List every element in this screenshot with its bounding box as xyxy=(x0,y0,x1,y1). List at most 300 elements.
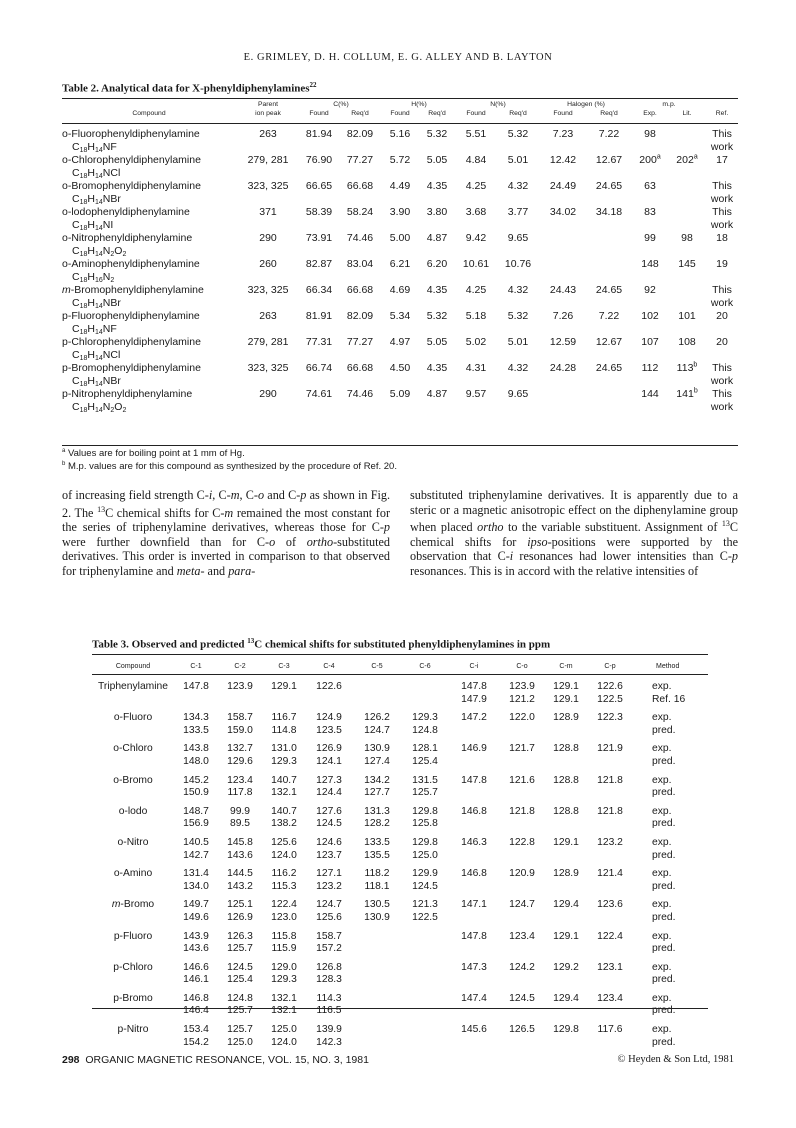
table3-shift-value: 124.0 xyxy=(271,1036,297,1048)
table3-row xyxy=(92,925,708,944)
table2-h-reqd: 5.05 xyxy=(426,154,448,166)
page-footer-left xyxy=(62,1054,369,1066)
table3-header-cell: Compound xyxy=(115,663,151,670)
table2-compound-name: p-Nitrophenyldiphenylamine xyxy=(62,388,193,400)
table2-n-reqd: 5.01 xyxy=(507,336,529,348)
table2-row-continuation xyxy=(62,401,738,414)
table2-h-found: 4.50 xyxy=(389,362,411,374)
body-paragraph-left: of increasing field strength C-i, C-m, C-o and C-p as shown in Fig. 2. The $^{13}$C chemical shifts for C-m remained the most constant for the series of triphenylamine derivatives, whereas those for C-p were further downfield than for C-o of ortho-substituted derivatives. This order is inverted in comparison to that observed for triphenylamine and meta- and para- xyxy=(62,488,391,579)
table3-shift-value: 121.6 xyxy=(509,774,535,786)
table3-shift-value: 139.9 xyxy=(316,1024,342,1036)
table2-ion-peak: 371 xyxy=(259,206,277,218)
table3-shift-value: 125.8 xyxy=(412,818,438,830)
table2-h-found: 3.90 xyxy=(389,206,411,218)
table3-shift-value: 129.3 xyxy=(271,974,297,986)
table3-shift-value: 143.9 xyxy=(183,930,209,942)
table3-shift-value: 121.7 xyxy=(509,743,535,755)
table2-c-found: 66.74 xyxy=(305,362,333,374)
table3-header-cell: C-i xyxy=(469,663,479,670)
table3-shift-value: 127.1 xyxy=(316,868,342,880)
table2-ion-peak: 323, 325 xyxy=(247,284,289,296)
table2-h-found: 4.49 xyxy=(389,180,411,192)
table3-shift-value: 146.1 xyxy=(183,974,209,986)
table3-shift-value: 129.1 xyxy=(553,693,579,705)
table2-row-continuation xyxy=(62,375,738,388)
table3-shift-value xyxy=(500,787,544,800)
table3-compound-name: o-Chloro xyxy=(113,743,153,755)
table2-h-found: 6.21 xyxy=(389,258,411,270)
table2-footnote-a xyxy=(62,448,245,459)
table3-shift-value: 122.6 xyxy=(316,681,342,692)
table2-mp-exp: 200$^a$ xyxy=(639,153,661,166)
table3-method: exp. xyxy=(652,712,672,724)
table3-shift-value xyxy=(500,1037,544,1050)
table3-shift-value xyxy=(402,956,448,975)
table3-shift-value xyxy=(402,974,448,987)
table3-bottom-rule xyxy=(92,1008,708,1009)
table3-shift-value: 129.1 xyxy=(553,930,579,942)
table2-row-continuation xyxy=(62,141,738,154)
table2-compound-name: o-Aminophenyldiphenylamine xyxy=(62,258,200,270)
table3-shift-value: 147.1 xyxy=(461,899,487,911)
table3-shift-value: 129.8 xyxy=(553,1024,579,1036)
table2-bottom-rule xyxy=(62,445,738,446)
table3-shift-value: 126.8 xyxy=(316,961,342,973)
table3-shift-value: 129.6 xyxy=(227,755,253,767)
table2-c-reqd-header: Req'd xyxy=(351,109,369,117)
table3-shift-value xyxy=(588,1037,632,1050)
table3-method: exp. xyxy=(652,774,672,786)
table3-shift-value: 117.8 xyxy=(227,787,253,799)
table2-molecular-formula: $C_{18}H_{14}N_2O_2$ xyxy=(72,245,127,258)
table3-shift-value: 131.4 xyxy=(183,868,209,880)
table2-row-continuation xyxy=(62,349,738,362)
table2-ion-peak: 290 xyxy=(259,388,277,400)
table2-c-reqd: 66.68 xyxy=(346,284,374,296)
table2-h-reqd-header: Req'd xyxy=(428,109,446,117)
table2-n-found: 5.51 xyxy=(465,128,487,140)
table3-shift-value: 125.1 xyxy=(227,899,253,911)
table3-method: pred. xyxy=(652,755,676,767)
table2-row xyxy=(62,362,738,375)
table3-shift-value xyxy=(588,912,632,925)
table2-n-reqd: 5.32 xyxy=(507,310,529,322)
table3 xyxy=(92,662,708,1049)
table3-shift-value xyxy=(544,725,588,738)
table2-c-found: 74.61 xyxy=(305,388,333,400)
table3-shift-value: 129.2 xyxy=(553,961,579,973)
table3-row-predicted xyxy=(92,787,708,800)
table3-shift-value: 123.0 xyxy=(271,911,297,923)
table2-halogen-reqd xyxy=(586,232,632,245)
table3-row xyxy=(92,956,708,975)
table2-c-reqd: 66.68 xyxy=(346,362,374,374)
table3-shift-value: 123.2 xyxy=(316,880,342,892)
table3-shift-value: 124.9 xyxy=(316,712,342,724)
table3-shift-value: 147.8 xyxy=(461,930,487,942)
table3-shift-value xyxy=(588,756,632,769)
table3-shift-value: 125.0 xyxy=(271,1024,297,1036)
table3-shift-value: 147.4 xyxy=(461,992,487,1004)
table3-method: pred. xyxy=(652,724,676,736)
table3-shift-value: 121.8 xyxy=(509,805,535,817)
table2-c-reqd: 66.68 xyxy=(346,180,374,192)
table2-n-reqd: 4.32 xyxy=(507,362,529,374)
table3-shift-value: 154.2 xyxy=(183,1036,209,1048)
table3-method: exp. xyxy=(652,930,672,942)
table3-compound-name: p-Fluoro xyxy=(113,930,153,942)
table3-compound-name: p-Bromo xyxy=(113,992,153,1004)
table2-ref: This xyxy=(712,206,732,218)
table2-molecular-formula: $C_{18}H_{14}NCl$ xyxy=(72,167,121,180)
page-number: 298 xyxy=(62,1054,80,1066)
table3-method: pred. xyxy=(652,818,676,830)
table2-row xyxy=(62,232,738,245)
table3-shift-value: 129.3 xyxy=(412,712,438,724)
table3-compound-name: o-Bromo xyxy=(113,774,153,786)
table3-shift-value: 128.9 xyxy=(553,712,579,724)
table3-shift-value: 122.0 xyxy=(509,712,535,724)
table3-row-predicted xyxy=(92,881,708,894)
table3-shift-value: 123.9 xyxy=(509,681,535,692)
table2-halogen-reqd xyxy=(586,258,632,271)
table2-mp-lit xyxy=(668,128,706,141)
table2-h-reqd: 5.32 xyxy=(426,310,448,322)
table3-row xyxy=(92,800,708,819)
table2-mp-exp: 92 xyxy=(644,284,656,296)
table3-shift-value: 147.8 xyxy=(461,681,487,692)
table2-molecular-formula: $C_{18}H_{14}N_2O_2$ xyxy=(72,401,127,414)
table2-compound-name: p-Chlorophenyldiphenylamine xyxy=(62,336,201,348)
table2-n-reqd: 9.65 xyxy=(507,232,529,244)
table3-header-cell: C-4 xyxy=(323,663,335,670)
table3-shift-value: 147.2 xyxy=(461,712,487,724)
table3-shift-value: 124.4 xyxy=(316,787,342,799)
table2-compound-name: o-Chlorophenyldiphenylamine xyxy=(62,154,201,166)
table3-shift-value: 124.5 xyxy=(412,880,438,892)
table3-shift-value: 114.3 xyxy=(316,992,342,1004)
table3-shift-value: 129.1 xyxy=(271,681,297,692)
table3-shift-value: 145.6 xyxy=(461,1024,487,1036)
table3-row-predicted xyxy=(92,943,708,956)
table3-shift-value: 123.5 xyxy=(316,724,342,736)
table3-shift-value: 130.5 xyxy=(364,899,390,911)
table3-method: exp. xyxy=(652,836,672,848)
table3-shift-value: 140.7 xyxy=(271,774,297,786)
table2-c-found: 73.91 xyxy=(305,232,333,244)
table2-h-reqd: 4.87 xyxy=(426,388,448,400)
table2-ion-peak: 323, 325 xyxy=(247,180,289,192)
table3-shift-value xyxy=(588,974,632,987)
table3-method: pred. xyxy=(652,943,676,955)
body-paragraph-right: substituted triphenylamine derivatives. It is apparently due to a steric or a magnetic anisotropic effect on the diphenylamine group when placed ortho to the variable substituent. Assignment of $^{13}$C chemical shifts for ipso-positions were supported by the observation that C-i resonances had lower intensities than C-p resonances. This is in accord with the relative intensities of xyxy=(410,488,739,579)
table3-shift-value: 89.5 xyxy=(229,818,251,830)
table2-row xyxy=(62,284,738,297)
table3-shift-value: 143.8 xyxy=(183,743,209,755)
table3-shift-value xyxy=(500,974,544,987)
table3-shift-value xyxy=(448,787,500,800)
table3-shift-value: 114.8 xyxy=(271,724,297,736)
table3-shift-value xyxy=(402,694,448,707)
table3-shift-value: 123.7 xyxy=(316,849,342,861)
table3-shift-value: 122.4 xyxy=(271,899,297,911)
table3-shift-value: 124.0 xyxy=(271,849,297,861)
table3-header-cell: C-m xyxy=(559,663,573,670)
table3-shift-value: 142.3 xyxy=(316,1036,342,1048)
table2-n-found-header: Found xyxy=(466,109,486,117)
table3-shift-value: 126.2 xyxy=(364,712,390,724)
table2-ref: This xyxy=(712,362,732,374)
table3-shift-value: 134.0 xyxy=(183,880,209,892)
table3-shift-value: 127.4 xyxy=(364,755,390,767)
table2-ref-continuation: work xyxy=(710,193,734,205)
table3-row xyxy=(92,769,708,788)
table3-shift-value: 130.9 xyxy=(364,743,390,755)
table2-molecular-formula: $C_{18}H_{16}N_2$ xyxy=(72,271,115,284)
table2-halogen-found: 7.23 xyxy=(552,128,574,140)
table2-n-reqd: 9.65 xyxy=(507,388,529,400)
table3-shift-value xyxy=(262,694,306,707)
table2-n-reqd: 10.76 xyxy=(504,258,532,270)
table3-header-cell: C-2 xyxy=(234,663,246,670)
table2-mp-lit: 101 xyxy=(678,310,696,322)
table2-h-found: 5.09 xyxy=(389,388,411,400)
table3-row xyxy=(92,675,708,694)
table2-halogen-reqd: 24.65 xyxy=(595,284,623,296)
table2-h-header: H(%) xyxy=(411,101,427,108)
table3-shift-value xyxy=(588,881,632,894)
table3-shift-value: 116.2 xyxy=(271,868,297,880)
table2-ref-continuation xyxy=(706,167,738,180)
table3-method: pred. xyxy=(652,1036,676,1048)
table3-shift-value: 124.1 xyxy=(316,755,342,767)
table3-shift-value: 117.6 xyxy=(597,1024,623,1036)
table3-shift-value: 125.7 xyxy=(412,787,438,799)
table2-row xyxy=(62,258,738,271)
table2-ref: This xyxy=(712,180,732,192)
table3-shift-value: 126.5 xyxy=(509,1024,535,1036)
table2-group-header-row xyxy=(62,101,738,110)
table3-shift-value xyxy=(352,675,402,694)
table3-shift-value: 122.3 xyxy=(597,712,623,724)
table2-mp-exp: 63 xyxy=(644,180,656,192)
table2-halogen-found: 24.49 xyxy=(549,180,577,192)
table3-shift-value: 138.2 xyxy=(271,818,297,830)
table3-shift-value: 128.1 xyxy=(412,743,438,755)
table2-ion-peak: 263 xyxy=(259,310,277,322)
table3-row-predicted xyxy=(92,1037,708,1050)
footnote-a-text: Values are for boiling point at 1 mm of Hg. xyxy=(67,448,245,460)
table3-header-cell: C-3 xyxy=(278,663,290,670)
table2-h-reqd: 4.87 xyxy=(426,232,448,244)
table3-shift-value xyxy=(588,850,632,863)
table3-shift-value xyxy=(544,756,588,769)
table3-shift-value: 123.4 xyxy=(509,930,535,942)
table3-shift-value: 125.4 xyxy=(227,974,253,986)
table3-shift-value: 125.7 xyxy=(227,1024,253,1036)
table2-mp-lit: 108 xyxy=(678,336,696,348)
table3-compound-name: o-Fluoro xyxy=(113,712,153,724)
table3-method: exp. xyxy=(652,899,672,911)
table2-caption-ref: 22 xyxy=(309,81,317,89)
table2-n-found: 5.18 xyxy=(465,310,487,322)
table2-ref-continuation xyxy=(706,349,738,362)
table2-mp-lit: 202$^a$ xyxy=(676,153,698,166)
table3-shift-value xyxy=(402,925,448,944)
table3-shift-value: 129.1 xyxy=(553,681,579,692)
table3-shift-value: 147.3 xyxy=(461,961,487,973)
table3-shift-value: 125.7 xyxy=(227,1005,253,1017)
table2-halogen-found: 12.59 xyxy=(549,336,577,348)
table3-shift-value: 115.3 xyxy=(271,880,297,892)
table2-ref: 20 xyxy=(716,336,728,348)
table3-shift-value: 145.8 xyxy=(227,836,253,848)
table3-shift-value: 122.8 xyxy=(509,836,535,848)
table3-shift-value: 121.8 xyxy=(597,774,623,786)
table2-c-reqd: 82.09 xyxy=(346,128,374,140)
table3-shift-value: 147.8 xyxy=(183,681,209,692)
table2-molecular-formula: $C_{18}H_{14}NF$ xyxy=(72,141,117,154)
table2-mp-exp: 148 xyxy=(641,258,659,270)
table2-ref-continuation: work xyxy=(710,219,734,231)
body-text-left-column xyxy=(62,488,390,579)
table3-shift-value: 125.4 xyxy=(412,755,438,767)
running-header: E. GRIMLEY, D. H. COLLUM, E. G. ALLEY AND B. LAYTON xyxy=(243,52,553,63)
table3-shift-value: 121.8 xyxy=(597,805,623,817)
table2 xyxy=(62,101,738,414)
table2-mp-exp: 99 xyxy=(644,232,656,244)
table3-shift-value: 159.0 xyxy=(227,724,253,736)
table2-row xyxy=(62,154,738,167)
table3-shift-value: 149.6 xyxy=(183,911,209,923)
table3-shift-value: 147.9 xyxy=(461,693,487,705)
table2-compound-name: p-Fluorophenyldiphenylamine xyxy=(62,310,200,322)
table3-shift-value: 121.4 xyxy=(597,868,623,880)
table3-shift-value xyxy=(352,925,402,944)
table2-n-reqd: 4.32 xyxy=(507,284,529,296)
table2-n-reqd: 5.01 xyxy=(507,154,529,166)
table2-halogen-found: 12.42 xyxy=(549,154,577,166)
copyright-notice: © Heyden & Son Ltd, 1981 xyxy=(617,1054,734,1065)
table3-shift-value: 140.5 xyxy=(183,836,209,848)
table2-n-found: 4.31 xyxy=(465,362,487,374)
table3-shift-value: 115.8 xyxy=(271,930,297,942)
table2-mp-header: m.p. xyxy=(662,101,676,108)
table3-shift-value: 128.8 xyxy=(553,774,579,786)
table2-row-continuation xyxy=(62,219,738,232)
table2-ref-continuation: work xyxy=(710,375,734,387)
table3-shift-value: 124.8 xyxy=(412,724,438,736)
table2-h-found-header: Found xyxy=(390,109,410,117)
table3-shift-value: 116.5 xyxy=(316,1005,342,1017)
table3-header-cell: C-p xyxy=(604,663,616,670)
table2-ref: This xyxy=(712,128,732,140)
table3-shift-value: 129.4 xyxy=(553,899,579,911)
table3-header-row xyxy=(92,662,708,671)
table3-shift-value: 124.2 xyxy=(509,961,535,973)
table3-shift-value: 150.9 xyxy=(183,787,209,799)
table3-shift-value: 121.9 xyxy=(597,743,623,755)
table3-header-cell: Method xyxy=(656,663,680,670)
table3-caption: Table 3. Observed and predicted $^{13}$C chemical shifts for substituted phenyldiphenylamines in ppm xyxy=(92,637,551,651)
table3-method: exp. xyxy=(652,868,672,880)
table2-ref-continuation xyxy=(706,245,738,258)
table2-mp-exp: 144 xyxy=(641,388,659,400)
table2-ref: This xyxy=(712,388,732,400)
table3-shift-value xyxy=(402,987,448,1006)
table2-n-reqd-header: Req'd xyxy=(509,109,527,117)
table3-shift-value xyxy=(544,1037,588,1050)
table2-footnote-b xyxy=(62,461,397,472)
table2-x-found-header: Found xyxy=(553,109,573,117)
table2-halogen-found xyxy=(540,388,586,401)
table2-h-reqd: 6.20 xyxy=(426,258,448,270)
table3-shift-value xyxy=(588,818,632,831)
table2-top-rule xyxy=(62,98,738,99)
table3-method: exp. xyxy=(652,681,672,692)
table2-row-continuation xyxy=(62,193,738,206)
table3-shift-value xyxy=(352,1018,402,1037)
table2-mp-lit: 98 xyxy=(681,232,693,244)
table3-top-rule xyxy=(92,654,708,655)
table3-shift-value: 121.2 xyxy=(509,693,535,705)
table3-compound-name: o-Amino xyxy=(113,868,153,880)
table2-compound-name: m-Bromophenyldiphenylamine xyxy=(62,284,204,296)
table2-molecular-formula: $C_{18}H_{14}NBr$ xyxy=(72,193,121,206)
table2-h-found: 4.69 xyxy=(389,284,411,296)
table2-c-reqd: 58.24 xyxy=(346,206,374,218)
table2-molecular-formula: $C_{18}H_{14}NBr$ xyxy=(72,375,121,388)
table3-compound-name: Triphenylamine xyxy=(97,681,168,692)
table2-h-reqd: 4.35 xyxy=(426,284,448,296)
table3-shift-value: 118.2 xyxy=(364,868,390,880)
table2-n-found: 4.25 xyxy=(465,180,487,192)
table3-shift-value xyxy=(500,943,544,956)
table3-shift-value xyxy=(544,787,588,800)
table2-ref-continuation: work xyxy=(710,141,734,153)
table2-ref-continuation: work xyxy=(710,401,734,413)
table2-c-found: 81.94 xyxy=(305,128,333,140)
table2-ref: 18 xyxy=(716,232,728,244)
table3-shift-value: 129.9 xyxy=(412,868,438,880)
table3-shift-value: 158.7 xyxy=(316,930,342,942)
table2-ref-continuation xyxy=(706,271,738,284)
table3-shift-value: 115.9 xyxy=(271,943,297,955)
table2-mp-exp-header: Exp. xyxy=(643,109,657,117)
table2-ref-continuation xyxy=(706,323,738,336)
table3-shift-value: 124.8 xyxy=(227,992,253,1004)
journal-citation: ORGANIC MAGNETIC RESONANCE, VOL. 15, NO. 3, 1981 xyxy=(85,1054,369,1066)
table3-row xyxy=(92,831,708,850)
table3-shift-value: 123.4 xyxy=(227,774,253,786)
table2-halogen-reqd: 7.22 xyxy=(598,128,620,140)
table3-compound-name: p-Nitro xyxy=(117,1024,149,1036)
table3-shift-value: 131.3 xyxy=(364,805,390,817)
table2-row xyxy=(62,128,738,141)
table3-shift-value xyxy=(218,694,262,707)
table2-halogen-found: 24.28 xyxy=(549,362,577,374)
table3-shift-value xyxy=(402,943,448,956)
table3-shift-value: 122.6 xyxy=(597,681,623,692)
table3-row xyxy=(92,987,708,1006)
table3-shift-value xyxy=(448,1037,500,1050)
table2-mp-lit: 113$^b$ xyxy=(676,361,698,374)
table3-shift-value: 125.0 xyxy=(412,849,438,861)
table3-shift-value: 157.2 xyxy=(316,943,342,955)
table3-shift-value xyxy=(352,943,402,956)
table2-caption-text: Table 2. Analytical data for X-phenyldiphenylamines xyxy=(62,82,310,95)
table2-mp-lit xyxy=(668,284,706,297)
